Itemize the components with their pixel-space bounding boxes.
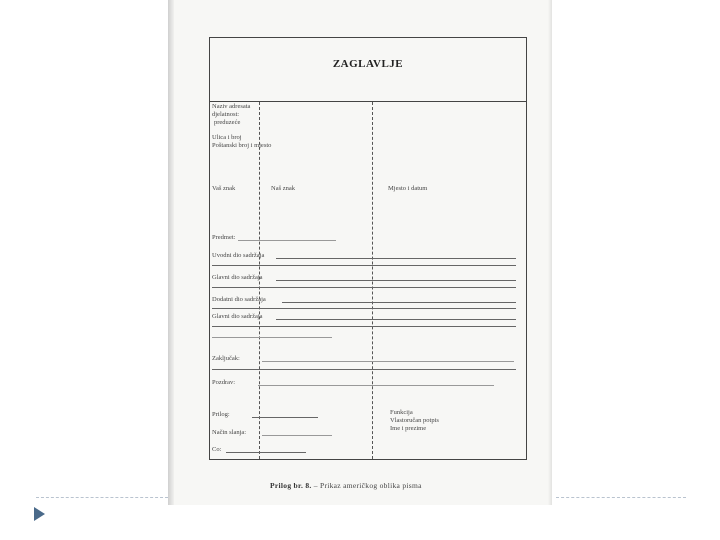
subject-line: [238, 240, 336, 241]
extra-label: Dodatni dio sadržaja: [212, 296, 266, 303]
greeting-label: Pozdrav:: [212, 379, 236, 386]
page-fold-shadow: [168, 0, 174, 505]
main1-line-1: [276, 280, 516, 281]
caption-dash: –: [313, 481, 320, 490]
main1-label: Glavni dio sadržaja: [212, 274, 263, 281]
header-box: [210, 38, 526, 102]
extra-line-2: [212, 308, 516, 309]
address-line-1: Naziv adresata: [212, 103, 251, 110]
intro-line-2: [212, 265, 516, 266]
caption-label: Prilog br. 8.: [270, 481, 312, 490]
conclusion-line: [262, 361, 514, 362]
address-line-6: Poštanski broj i mjesto: [212, 142, 272, 149]
main2-line-3: [212, 337, 332, 338]
main1-line-2: [212, 287, 516, 288]
triangle-right-icon: [34, 507, 45, 521]
main2-line-1: [276, 319, 516, 320]
conclusion-label: Zaključak:: [212, 355, 240, 362]
letter-form: [209, 37, 527, 460]
main2-line-2: [212, 326, 516, 327]
intro-line-1: [276, 258, 516, 259]
caption-text: Prikaz američkog oblika pisma: [319, 481, 422, 490]
slide-separator-left: [36, 497, 168, 498]
extra-line-1: [282, 302, 516, 303]
cc-line: [226, 452, 306, 453]
address-line-5: Ulica i broj: [212, 134, 242, 141]
intro-label: Uvodni dio sadržaja: [212, 252, 265, 259]
greeting-line: [258, 385, 494, 386]
place-date: Mjesto i datum: [388, 185, 428, 192]
attachment-line: [252, 417, 318, 418]
page-edge-shadow: [548, 0, 552, 505]
address-line-3: preduzeće: [214, 119, 241, 126]
main2-label: Glavni dio sadržaja: [212, 313, 263, 320]
header-title: ZAGLAVLJE: [332, 58, 404, 70]
ref-ours: Naš znak: [271, 185, 296, 192]
ref-yours: Vaš znak: [212, 185, 236, 192]
dispatch-label: Način slanja:: [212, 429, 247, 436]
address-line-2: djelatnost:: [212, 111, 240, 118]
signature-name: Ime i prezime: [390, 425, 427, 432]
subject-label: Predmet:: [212, 234, 236, 241]
signature-function: Funkcija: [390, 409, 413, 416]
dispatch-line: [262, 435, 332, 436]
attachment-label: Prilog:: [212, 411, 230, 418]
slide-separator-right: [556, 497, 686, 498]
signature-own: Vlastoručan potpis: [390, 417, 439, 424]
figure-caption: [270, 481, 422, 490]
conclusion-line-2: [212, 369, 516, 370]
cc-label: Co:: [212, 446, 222, 453]
